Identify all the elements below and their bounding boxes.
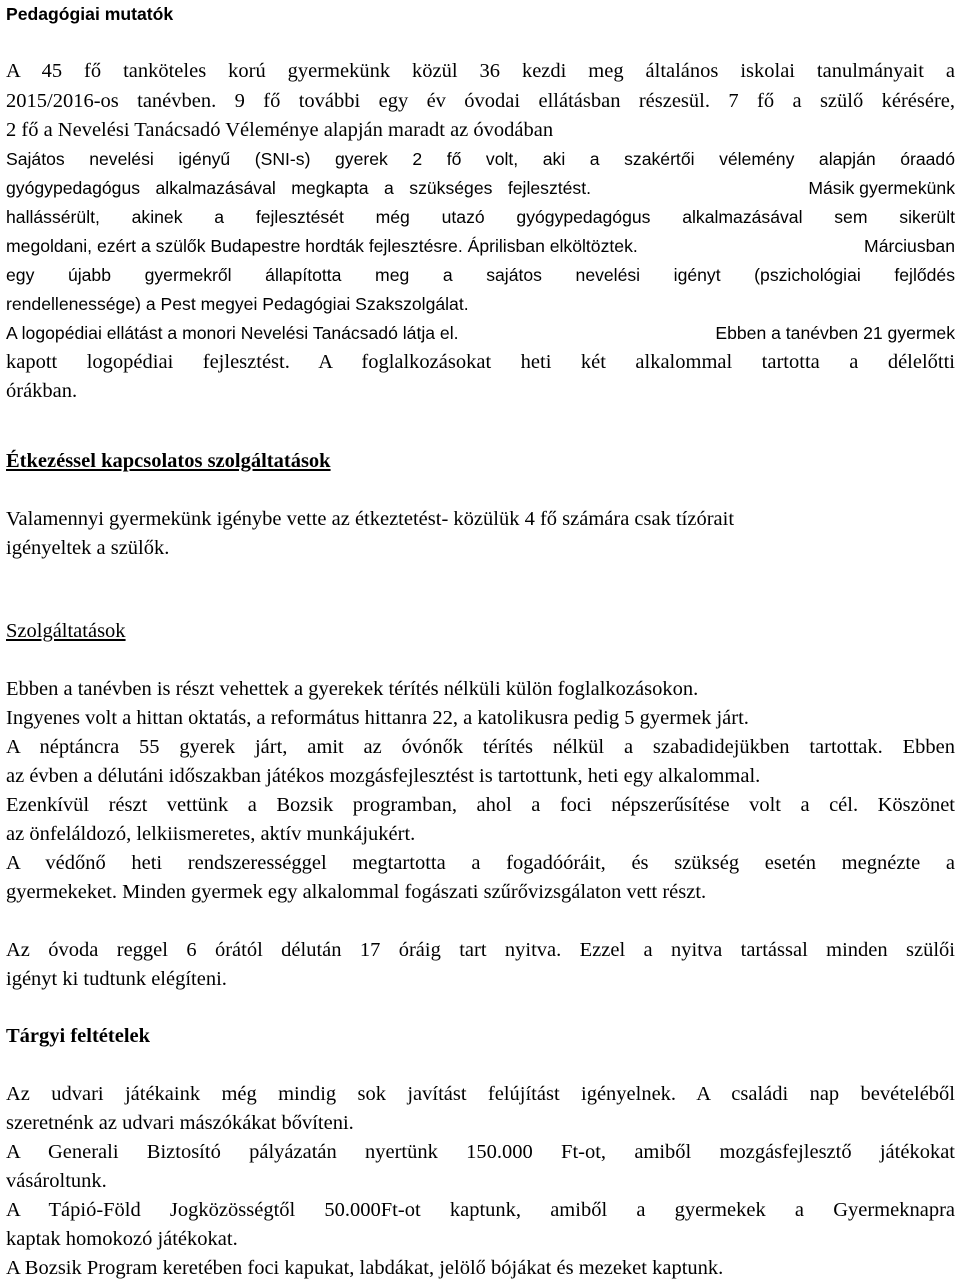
paragraph-line: 2 fő a Nevelési Tanácsadó Véleménye alapján maradt az óvodában bbox=[6, 119, 554, 141]
paragraph-line: igényt ki tudtunk elégíteni. bbox=[6, 968, 227, 990]
paragraph-line: egy újabb gyermekről állapította meg a sajátos nevelési igényt (pszichológiai fejlődés bbox=[6, 265, 955, 285]
paragraph-line: A logopédiai ellátást a monori Nevelési Tanácsadó látja el. bbox=[6, 323, 459, 343]
paragraph-line: hallássérült, akinek a fejlesztését még utazó gyógypedagógus alkalmazásával sem sikerült bbox=[6, 207, 955, 227]
paragraph-line: A néptáncra 55 gyerek járt, amit az óvónők térítés nélkül a szabadidejükben tartottak. Ebben bbox=[6, 736, 955, 758]
paragraph-line: az évben a délutáni időszakban játékos mozgásfejlesztést is tartottunk, heti egy alkalommal. bbox=[6, 765, 761, 787]
section-heading-szolgaltatasok: Szolgáltatások bbox=[6, 620, 126, 642]
paragraph-line: A Generali Biztosító pályázatán nyertünk 150.000 Ft-ot, amiből mozgásfejlesztő játékokat bbox=[6, 1141, 955, 1163]
paragraph-line: Márciusban bbox=[864, 236, 955, 256]
paragraph-line: órákban. bbox=[6, 380, 78, 402]
section-heading-pedagogiai: Pedagógiai mutatók bbox=[6, 4, 174, 24]
paragraph-line: Ebben a tanévben 21 gyermek bbox=[715, 323, 955, 343]
paragraph-line: A Bozsik Program keretében foci kapukat, labdákat, jelölő bójákat és mezeket kaptunk. bbox=[6, 1257, 724, 1279]
paragraph-line: Ezenkívül részt vettünk a Bozsik programban, ahol a foci népszerűsítése volt a cél. Köszönet bbox=[6, 794, 955, 816]
section-heading-targyi: Tárgyi feltételek bbox=[6, 1025, 151, 1047]
paragraph-line: kaptak homokozó játékokat. bbox=[6, 1228, 238, 1250]
paragraph-line: A 45 fő tanköteles korú gyermekünk közül 36 kezdi meg általános iskolai tanulmányait a bbox=[6, 60, 955, 82]
paragraph-line: kapott logopédiai fejlesztést. A foglalkozásokat heti két alkalommal tartotta a délelőtti bbox=[6, 351, 955, 373]
paragraph-line: rendellenessége) a Pest megyei Pedagógiai Szakszolgálat. bbox=[6, 294, 469, 314]
paragraph-line: A Tápió-Föld Jogközösségtől 50.000Ft-ot kaptunk, amiből a gyermekek a Gyermeknapra bbox=[6, 1199, 955, 1221]
paragraph-line: Valamennyi gyermekünk igénybe vette az étkeztetést- közülük 4 fő számára csak tízórait bbox=[6, 508, 735, 530]
paragraph-line: 2015/2016-os tanévben. 9 fő további egy év óvodai ellátásban részesül. 7 fő a szülő kérésére, bbox=[6, 90, 955, 112]
paragraph-line: gyógypedagógus alkalmazásával megkapta a szükséges fejlesztést. bbox=[6, 178, 591, 198]
section-heading-etkezes: Étkezéssel kapcsolatos szolgáltatások bbox=[6, 450, 331, 472]
paragraph-line: az önfeláldozó, lelkiismeretes, aktív munkájukért. bbox=[6, 823, 416, 845]
paragraph-line: Ingyenes volt a hittan oktatás, a református hittanra 22, a katolikusra pedig 5 gyermek járt. bbox=[6, 707, 749, 729]
paragraph-line: Az udvari játékaink még mindig sok javítást felújítást igényelnek. A családi nap bevételéből bbox=[6, 1083, 955, 1105]
paragraph-line: vásároltunk. bbox=[6, 1170, 107, 1192]
paragraph-line: szeretnénk az udvari mászókákat bővíteni. bbox=[6, 1112, 354, 1134]
paragraph-line: A védőnő heti rendszerességgel megtartotta a fogadóóráit, és szükség esetén megnézte a bbox=[6, 852, 955, 874]
paragraph-line: Másik gyermekünk bbox=[808, 178, 955, 198]
paragraph-line: gyermekeket. Minden gyermek egy alkalommal fogászati szűrővizsgálaton vett részt. bbox=[6, 881, 707, 903]
paragraph-line: Az óvoda reggel 6 órától délután 17 óráig tart nyitva. Ezzel a nyitva tartással minden szülői bbox=[6, 939, 955, 961]
paragraph-line: Sajátos nevelési igényű (SNI-s) gyerek 2 fő volt, aki a szakértői vélemény alapján óraadó bbox=[6, 149, 955, 169]
paragraph-line: Ebben a tanévben is részt vehettek a gyerekek térítés nélküli külön foglalkozásokon. bbox=[6, 678, 699, 700]
paragraph-line: igényeltek a szülők. bbox=[6, 537, 170, 559]
paragraph-line: megoldani, ezért a szülők Budapestre hordták fejlesztésre. Áprilisban elköltöztek. bbox=[6, 236, 638, 256]
